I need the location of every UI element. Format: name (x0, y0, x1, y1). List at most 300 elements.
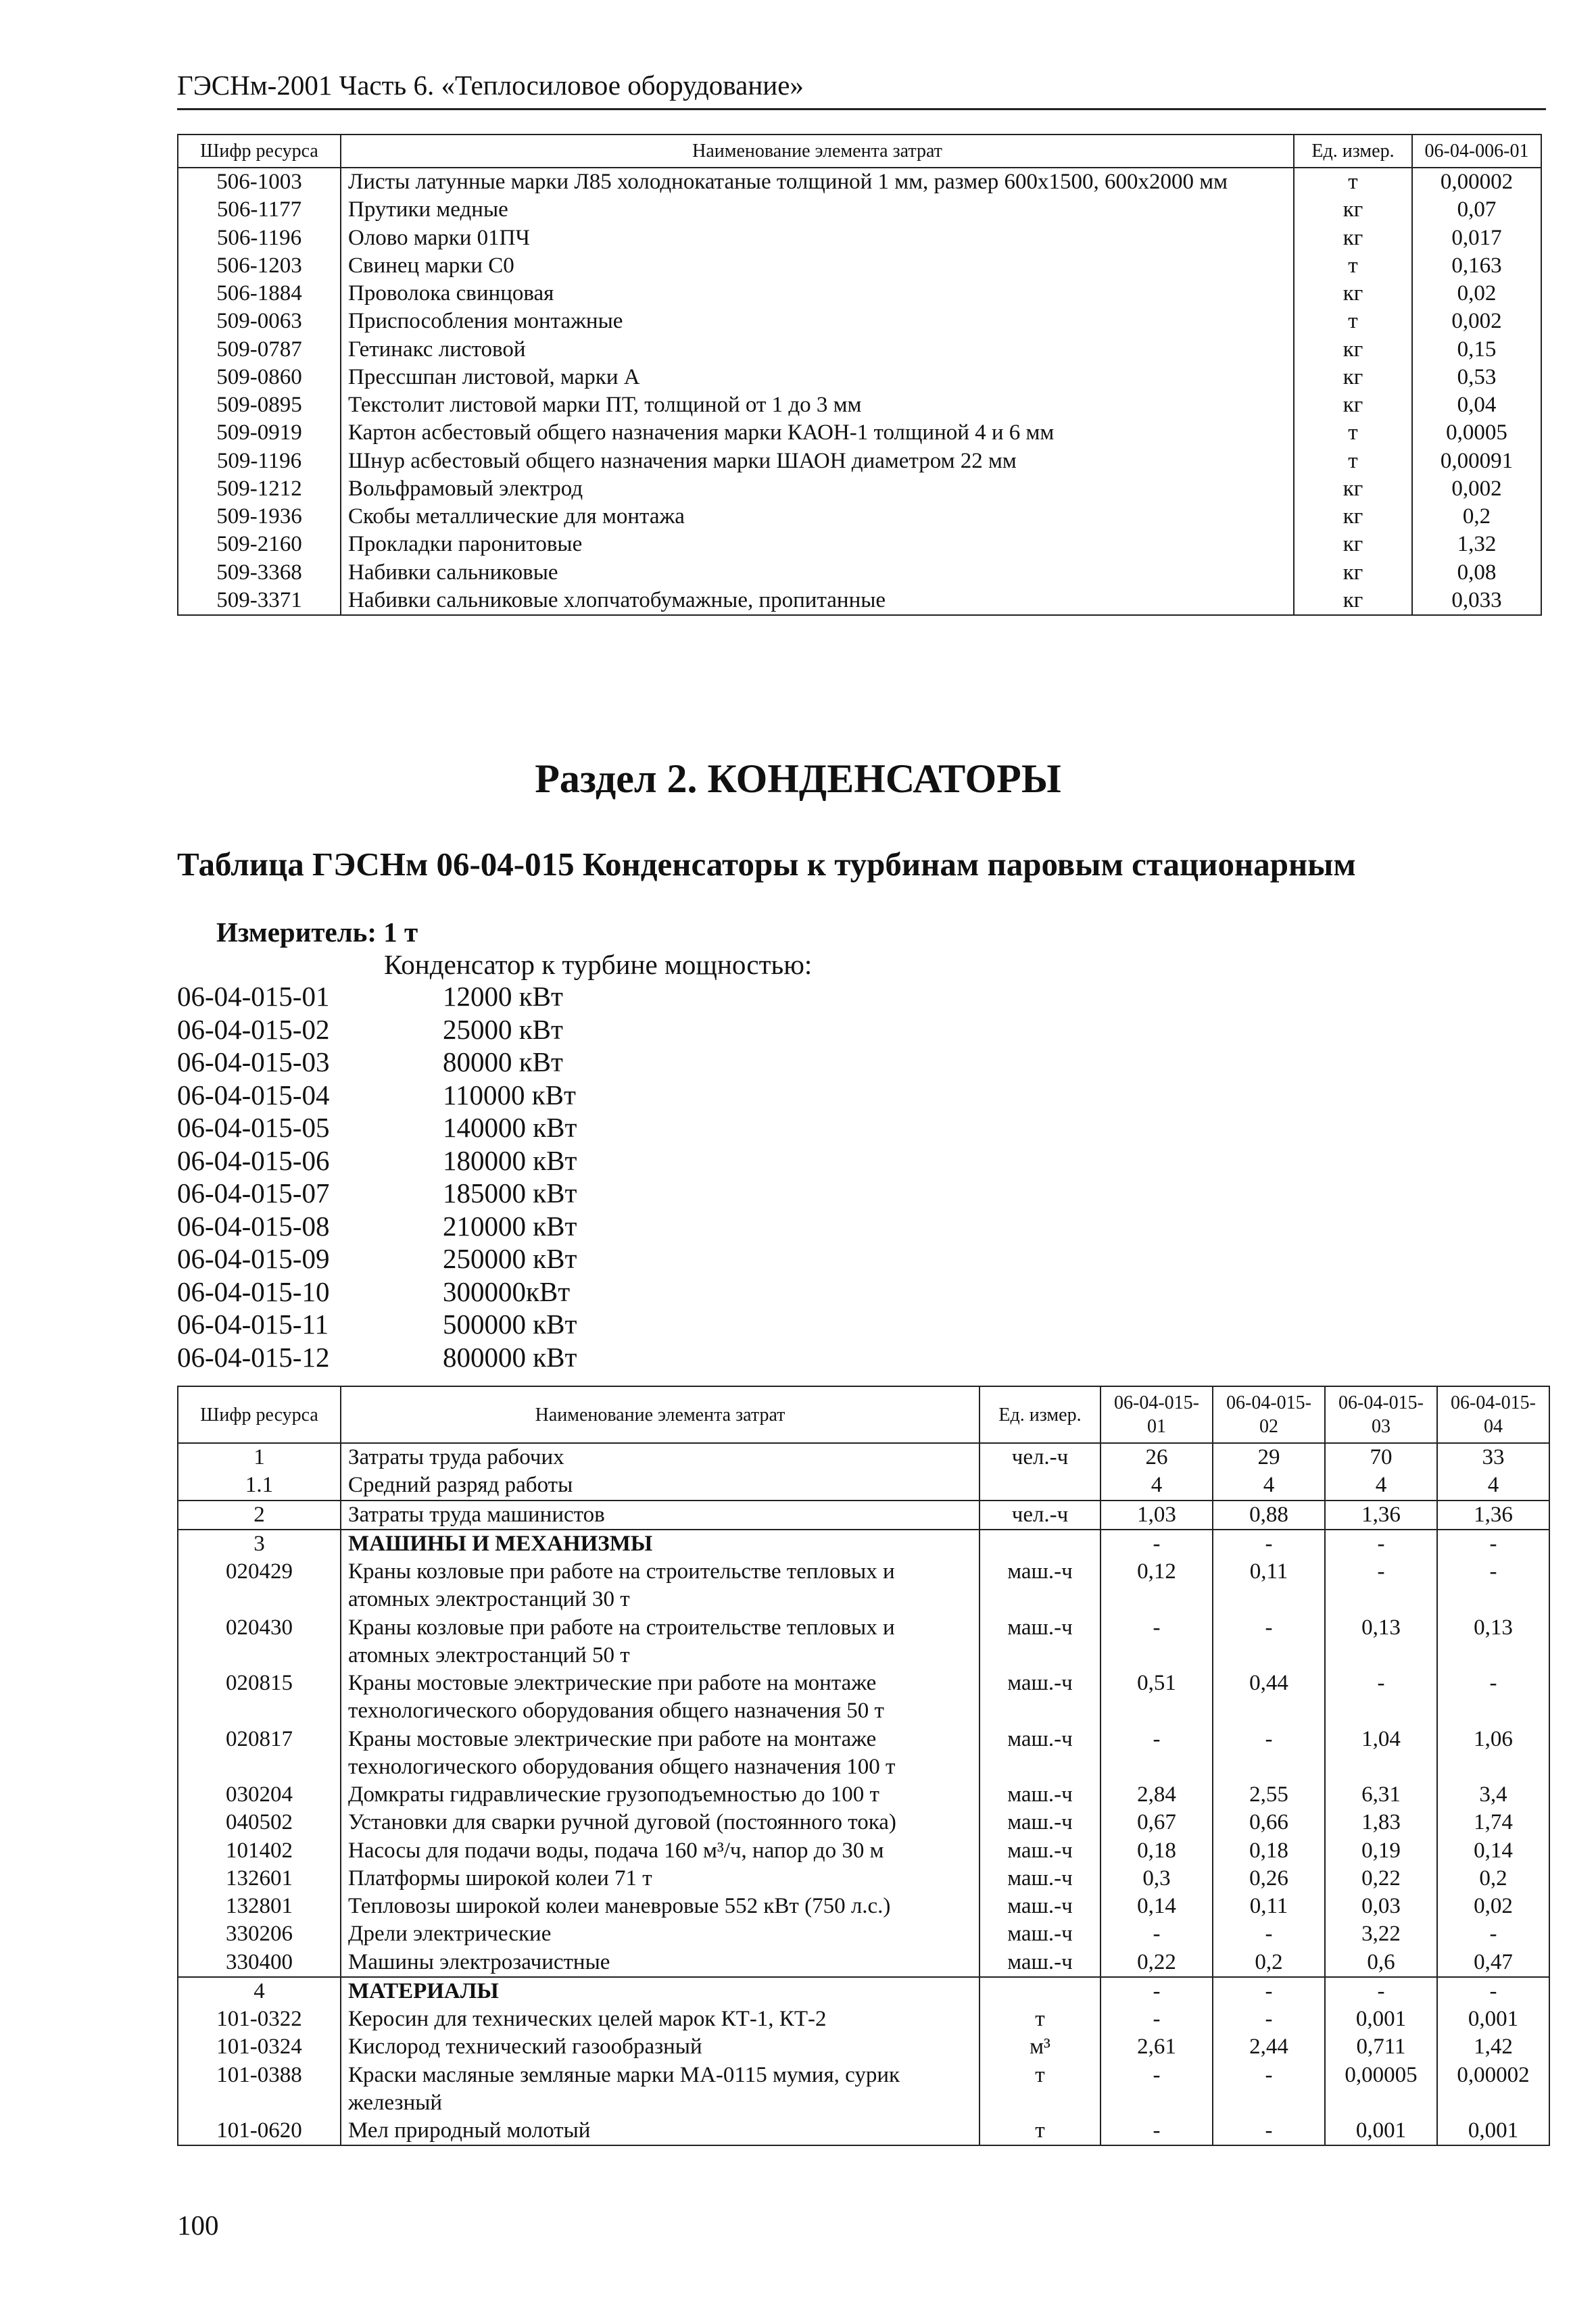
norm-code-item (177, 980, 577, 1013)
norm-value-1: 0,3 (1101, 1865, 1213, 1893)
norm-code: 06-04-015-05 (177, 1112, 330, 1143)
norm-value-2: 0,88 (1213, 1501, 1325, 1530)
norm-value-1: - (1101, 2005, 1213, 2033)
table-row (178, 2117, 1549, 2145)
norm-code-item (177, 1177, 577, 1210)
resource-value: 0,00002 (1412, 168, 1541, 196)
norm-capacity: 250000 кВт (443, 1243, 577, 1274)
norm-capacity: 110000 кВт (443, 1079, 576, 1111)
table-row (178, 1809, 1549, 1836)
table-row (178, 1781, 1549, 1809)
table2-body (178, 1443, 1549, 2145)
table-row (178, 1443, 1549, 1471)
norm-value-2: - (1213, 2062, 1325, 2118)
resource-code: 506-1196 (178, 224, 341, 252)
resource-code: 506-1884 (178, 280, 341, 308)
resource-code: 132601 (178, 1865, 341, 1893)
codes-caption: Конденсатор к турбине мощностью: (384, 949, 813, 980)
table-row (178, 1614, 1549, 1670)
norm-value-3: 0,13 (1325, 1614, 1437, 1670)
resource-value: 1,32 (1412, 531, 1541, 558)
resource-code: 101-0620 (178, 2117, 341, 2145)
col-header-name: Наименование элемента затрат (341, 135, 1294, 168)
norm-value-4: - (1437, 1920, 1549, 1948)
header-rule (177, 108, 1546, 110)
norm-value-3: 0,03 (1325, 1893, 1437, 1920)
norm-value-1: - (1101, 1530, 1213, 1558)
resource-value: 0,08 (1412, 559, 1541, 587)
resource-unit: маш.-ч (980, 1837, 1101, 1865)
resource-name: Краски масляные земляные марки МА-0115 мумия, сурик железный (341, 2062, 980, 2118)
resource-name: Керосин для технических целей марок КТ-1, КТ-2 (341, 2005, 980, 2033)
resource-unit (980, 1471, 1101, 1500)
norm-value-3: 0,001 (1325, 2005, 1437, 2033)
norm-value-2: 0,11 (1213, 1558, 1325, 1614)
norm-value-1: 1,03 (1101, 1501, 1213, 1530)
table-row (178, 364, 1541, 391)
norm-value-4: 1,06 (1437, 1726, 1549, 1782)
norm-value-1: - (1101, 1977, 1213, 2005)
resource-name: Затраты труда рабочих (341, 1443, 980, 1471)
table-row (178, 168, 1541, 196)
norm-capacity: 800000 кВт (443, 1341, 577, 1373)
norm-value-2: 29 (1213, 1443, 1325, 1471)
resource-name: Приспособления монтажные (341, 308, 1294, 335)
norm-capacity: 500000 кВт (443, 1309, 577, 1340)
table-row (178, 1726, 1549, 1782)
norm-value-3: - (1325, 1670, 1437, 1726)
resource-table-06-04-015 (177, 1386, 1550, 2146)
norm-value-1: - (1101, 1726, 1213, 1782)
norm-value-3: 0,6 (1325, 1949, 1437, 1977)
resource-name: Затраты труда машинистов (341, 1501, 980, 1530)
resource-code: 040502 (178, 1809, 341, 1836)
table-row (178, 419, 1541, 447)
resource-code: 101-0388 (178, 2062, 341, 2118)
norm-value-2: 0,26 (1213, 1865, 1325, 1893)
norm-value-1: - (1101, 2062, 1213, 2118)
norm-code: 06-04-015-12 (177, 1341, 330, 1373)
resource-unit: кг (1294, 364, 1412, 391)
norm-code-list (177, 980, 577, 1373)
norm-value-2: 0,18 (1213, 1837, 1325, 1865)
norm-value-1: 4 (1101, 1471, 1213, 1500)
resource-name: Домкраты гидравлические грузоподъемностью до 100 т (341, 1781, 980, 1809)
resource-unit: м³ (980, 2033, 1101, 2061)
norm-code: 06-04-015-04 (177, 1079, 330, 1111)
norm-value-4: - (1437, 1977, 1549, 2005)
resource-code: 1 (178, 1443, 341, 1471)
resource-unit: т (980, 2005, 1101, 2033)
norm-code-item (177, 1242, 577, 1275)
resource-value: 0,07 (1412, 196, 1541, 224)
resource-code: 4 (178, 1977, 341, 2005)
norm-value-3: 0,22 (1325, 1865, 1437, 1893)
resource-unit: кг (1294, 503, 1412, 531)
norm-value-4: 1,74 (1437, 1809, 1549, 1836)
norm-code: 06-04-015-03 (177, 1046, 330, 1077)
table1-body (178, 168, 1541, 615)
resource-unit: маш.-ч (980, 1670, 1101, 1726)
norm-value-3: 3,22 (1325, 1920, 1437, 1948)
norm-value-4: 0,001 (1437, 2005, 1549, 2033)
norm-value-3: 0,19 (1325, 1837, 1437, 1865)
norm-capacity: 25000 кВт (443, 1013, 563, 1045)
table-row (178, 224, 1541, 252)
norm-value-2: - (1213, 1614, 1325, 1670)
norm-value-1: 0,67 (1101, 1809, 1213, 1836)
resource-unit: т (980, 2117, 1101, 2145)
resource-name: Прокладки паронитовые (341, 531, 1294, 558)
table-row (178, 503, 1541, 531)
resource-code: 509-3368 (178, 559, 341, 587)
table-row (178, 447, 1541, 475)
resource-name: Набивки сальниковые (341, 559, 1294, 587)
norm-value-2: 0,66 (1213, 1809, 1325, 1836)
table-row (178, 1837, 1549, 1865)
resource-value: 0,53 (1412, 364, 1541, 391)
resource-code: 330400 (178, 1949, 341, 1977)
resource-unit: маш.-ч (980, 1920, 1101, 1948)
table-row (178, 391, 1541, 419)
resource-code: 509-3371 (178, 587, 341, 615)
table-row (178, 2005, 1549, 2033)
table-header-row (178, 1386, 1549, 1443)
norm-capacity: 180000 кВт (443, 1144, 577, 1176)
norm-value-3: 1,83 (1325, 1809, 1437, 1836)
resource-unit: т (1294, 308, 1412, 335)
norm-capacity: 12000 кВт (443, 981, 563, 1012)
resource-name: Установки для сварки ручной дуговой (постоянного тока) (341, 1809, 980, 1836)
col-header-norm-03: 06-04-015-03 (1325, 1386, 1437, 1443)
table-row (178, 196, 1541, 224)
norm-value-1: - (1101, 1920, 1213, 1948)
resource-unit: маш.-ч (980, 1949, 1101, 1977)
norm-value-4: 0,2 (1437, 1865, 1549, 1893)
table-row (178, 252, 1541, 280)
norm-code: 06-04-015-02 (177, 1013, 330, 1045)
norm-capacity: 210000 кВт (443, 1210, 577, 1242)
resource-name: МАТЕРИАЛЫ (341, 1977, 980, 2005)
norm-code-item (177, 1013, 577, 1046)
table-row (178, 1977, 1549, 2005)
resource-unit: маш.-ч (980, 1809, 1101, 1836)
resource-name: Кислород технический газообразный (341, 2033, 980, 2061)
norm-value-4: 0,02 (1437, 1893, 1549, 1920)
resource-unit: кг (1294, 391, 1412, 419)
resource-unit: чел.-ч (980, 1443, 1101, 1471)
resource-name: Мел природный молотый (341, 2117, 980, 2145)
resource-name: МАШИНЫ И МЕХАНИЗМЫ (341, 1530, 980, 1558)
norm-value-2: - (1213, 2117, 1325, 2145)
resource-unit: маш.-ч (980, 1781, 1101, 1809)
resource-unit: кг (1294, 280, 1412, 308)
norm-value-4: 0,00002 (1437, 2062, 1549, 2118)
table-row (178, 2062, 1549, 2118)
resource-unit: маш.-ч (980, 1865, 1101, 1893)
measure-line (216, 916, 418, 948)
norm-capacity: 140000 кВт (443, 1112, 577, 1143)
resource-code: 509-1212 (178, 475, 341, 503)
resource-value: 0,0005 (1412, 419, 1541, 447)
resource-unit: кг (1294, 587, 1412, 615)
norm-code-item (177, 1079, 577, 1112)
resource-unit: кг (1294, 531, 1412, 558)
norm-value-2: - (1213, 1920, 1325, 1948)
resource-name: Насосы для подачи воды, подача 160 м³/ч, напор до 30 м (341, 1837, 980, 1865)
norm-value-3: - (1325, 1558, 1437, 1614)
resource-unit: маш.-ч (980, 1614, 1101, 1670)
running-title: ГЭСНм-2001 Часть 6. «Теплосиловое оборудование» (177, 70, 804, 101)
norm-capacity: 185000 кВт (443, 1177, 577, 1209)
table-row (178, 559, 1541, 587)
resource-value: 0,04 (1412, 391, 1541, 419)
measure-label: Измеритель: (216, 917, 377, 948)
norm-code: 06-04-015-01 (177, 981, 330, 1012)
table-row (178, 280, 1541, 308)
resource-value: 0,00091 (1412, 447, 1541, 475)
norm-code: 06-04-015-06 (177, 1144, 330, 1176)
page-number: 100 (177, 2210, 219, 2241)
norm-value-4: 0,14 (1437, 1837, 1549, 1865)
norm-code-item (177, 1144, 577, 1177)
norm-value-4: 1,42 (1437, 2033, 1549, 2061)
norm-value-2: - (1213, 2005, 1325, 2033)
resource-code: 101402 (178, 1837, 341, 1865)
norm-value-4: 1,36 (1437, 1501, 1549, 1530)
resource-name: Краны козловые при работе на строительстве тепловых и атомных электростанций 30 т (341, 1558, 980, 1614)
table-row (178, 587, 1541, 615)
resource-name: Текстолит листовой марки ПТ, толщиной от 1 до 3 мм (341, 391, 1294, 419)
resource-name: Прессшпан листовой, марки А (341, 364, 1294, 391)
col-header-code: Шифр ресурса (178, 135, 341, 168)
norm-value-2: 0,11 (1213, 1893, 1325, 1920)
resource-value: 0,163 (1412, 252, 1541, 280)
norm-value-1: 0,18 (1101, 1837, 1213, 1865)
norm-value-2: - (1213, 1530, 1325, 1558)
norm-value-2: 2,55 (1213, 1781, 1325, 1809)
resource-name: Прутики медные (341, 196, 1294, 224)
norm-value-2: 2,44 (1213, 2033, 1325, 2061)
resource-unit: маш.-ч (980, 1726, 1101, 1782)
resource-code: 509-0063 (178, 308, 341, 335)
norm-value-1: 0,14 (1101, 1893, 1213, 1920)
norm-value-1: 0,51 (1101, 1670, 1213, 1726)
resource-code: 1.1 (178, 1471, 341, 1500)
table-row (178, 1471, 1549, 1500)
resource-code: 509-0919 (178, 419, 341, 447)
resource-name: Олово марки 01ПЧ (341, 224, 1294, 252)
norm-value-3: 6,31 (1325, 1781, 1437, 1809)
norm-value-2: 4 (1213, 1471, 1325, 1500)
norm-value-1: 0,22 (1101, 1949, 1213, 1977)
resource-code: 506-1203 (178, 252, 341, 280)
resource-code: 030204 (178, 1781, 341, 1809)
resource-unit: т (1294, 447, 1412, 475)
col-header-unit: Ед. измер. (980, 1386, 1101, 1443)
resource-name: Дрели электрические (341, 1920, 980, 1948)
norm-value-1: 2,61 (1101, 2033, 1213, 2061)
norm-value-3: - (1325, 1530, 1437, 1558)
norm-value-3: 1,36 (1325, 1501, 1437, 1530)
resource-name: Листы латунные марки Л85 холоднокатаные толщиной 1 мм, размер 600х1500, 600х2000 мм (341, 168, 1294, 196)
resource-unit: кг (1294, 224, 1412, 252)
norm-value-2: 0,2 (1213, 1949, 1325, 1977)
norm-value-2: - (1213, 1726, 1325, 1782)
resource-code: 509-2160 (178, 531, 341, 558)
resource-code: 330206 (178, 1920, 341, 1948)
col-header-unit: Ед. измер. (1294, 135, 1412, 168)
col-header-norm-01: 06-04-015-01 (1101, 1386, 1213, 1443)
col-header-code: Шифр ресурса (178, 1386, 341, 1443)
table-row (178, 1670, 1549, 1726)
measure-value: 1 т (383, 917, 418, 948)
resource-name: Средний разряд работы (341, 1471, 980, 1500)
resource-name: Тепловозы широкой колеи маневровые 552 кВт (750 л.с.) (341, 1893, 980, 1920)
resource-unit: т (980, 2062, 1101, 2118)
resource-code: 132801 (178, 1893, 341, 1920)
norm-code-item (177, 1210, 577, 1243)
resource-value: 0,15 (1412, 336, 1541, 364)
resource-code: 509-0895 (178, 391, 341, 419)
resource-unit: кг (1294, 475, 1412, 503)
resource-code: 020817 (178, 1726, 341, 1782)
resource-unit: т (1294, 252, 1412, 280)
norm-value-4: 0,001 (1437, 2117, 1549, 2145)
norm-code: 06-04-015-07 (177, 1177, 330, 1209)
resource-name: Вольфрамовый электрод (341, 475, 1294, 503)
resource-name: Краны мостовые электрические при работе на монтаже технологического оборудования общего назначения 50 т (341, 1670, 980, 1726)
norm-value-3: - (1325, 1977, 1437, 2005)
resource-code: 020430 (178, 1614, 341, 1670)
resource-unit: маш.-ч (980, 1893, 1101, 1920)
resource-code: 509-1196 (178, 447, 341, 475)
resource-unit: кг (1294, 336, 1412, 364)
resource-value: 0,002 (1412, 475, 1541, 503)
col-header-norm-04: 06-04-015-04 (1437, 1386, 1549, 1443)
resource-code: 020429 (178, 1558, 341, 1614)
resource-code: 101-0322 (178, 2005, 341, 2033)
table-row (178, 2033, 1549, 2061)
resource-name: Набивки сальниковые хлопчатобумажные, пропитанные (341, 587, 1294, 615)
norm-value-2: - (1213, 1977, 1325, 2005)
resource-name: Свинец марки С0 (341, 252, 1294, 280)
resource-name: Шнур асбестовый общего назначения марки ШАОН диаметром 22 мм (341, 447, 1294, 475)
resource-value: 0,2 (1412, 503, 1541, 531)
norm-code: 06-04-015-11 (177, 1309, 329, 1340)
resource-unit: маш.-ч (980, 1558, 1101, 1614)
norm-value-1: 26 (1101, 1443, 1213, 1471)
resource-unit (980, 1977, 1101, 2005)
norm-code: 06-04-015-08 (177, 1210, 330, 1242)
resource-name: Платформы широкой колеи 71 т (341, 1865, 980, 1893)
resource-name: Картон асбестовый общего назначения марки КАОН-1 толщиной 4 и 6 мм (341, 419, 1294, 447)
resource-value: 0,017 (1412, 224, 1541, 252)
norm-value-4: 33 (1437, 1443, 1549, 1471)
table-row (178, 308, 1541, 335)
resource-code: 3 (178, 1530, 341, 1558)
table-row (178, 1558, 1549, 1614)
norm-value-3: 0,711 (1325, 2033, 1437, 2061)
norm-capacity: 300000кВт (443, 1275, 571, 1307)
resource-code: 506-1003 (178, 168, 341, 196)
table-row (178, 1530, 1549, 1558)
resource-unit: кг (1294, 196, 1412, 224)
resource-code: 101-0324 (178, 2033, 341, 2061)
norm-value-1: - (1101, 2117, 1213, 2145)
norm-code-item (177, 1046, 577, 1079)
table-row (178, 1949, 1549, 1977)
resource-name: Краны козловые при работе на строительстве тепловых и атомных электростанций 50 т (341, 1614, 980, 1670)
resource-unit (980, 1530, 1101, 1558)
norm-value-1: - (1101, 1614, 1213, 1670)
section-title: Раздел 2. КОНДЕНСАТОРЫ (535, 756, 1061, 801)
resource-value: 0,033 (1412, 587, 1541, 615)
norm-value-4: - (1437, 1670, 1549, 1726)
norm-value-3: 0,00005 (1325, 2062, 1437, 2118)
resource-unit: т (1294, 168, 1412, 196)
table-row (178, 1865, 1549, 1893)
norm-code-item (177, 1111, 577, 1144)
col-header-name: Наименование элемента затрат (341, 1386, 980, 1443)
norm-value-3: 70 (1325, 1443, 1437, 1471)
norm-value-4: - (1437, 1530, 1549, 1558)
table-row (178, 336, 1541, 364)
col-header-norm: 06-04-006-01 (1412, 135, 1541, 168)
col-header-norm-02: 06-04-015-02 (1213, 1386, 1325, 1443)
norm-value-4: 4 (1437, 1471, 1549, 1500)
table-row (178, 531, 1541, 558)
resource-value: 0,02 (1412, 280, 1541, 308)
resource-unit: чел.-ч (980, 1501, 1101, 1530)
norm-value-4: - (1437, 1558, 1549, 1614)
resource-value: 0,002 (1412, 308, 1541, 335)
norm-value-3: 1,04 (1325, 1726, 1437, 1782)
norm-value-2: 0,44 (1213, 1670, 1325, 1726)
norm-code-item (177, 1341, 577, 1374)
resource-unit: т (1294, 419, 1412, 447)
resource-name: Скобы металлические для монтажа (341, 503, 1294, 531)
norm-capacity: 80000 кВт (443, 1046, 563, 1077)
resource-code: 2 (178, 1501, 341, 1530)
resource-code: 509-1936 (178, 503, 341, 531)
norm-code: 06-04-015-10 (177, 1275, 330, 1307)
norm-value-1: 2,84 (1101, 1781, 1213, 1809)
resource-code: 509-0787 (178, 336, 341, 364)
resource-name: Проволока свинцовая (341, 280, 1294, 308)
norm-value-3: 0,001 (1325, 2117, 1437, 2145)
resource-unit: кг (1294, 559, 1412, 587)
table-title: Таблица ГЭСНм 06-04-015 Конденсаторы к турбинам паровым стационарным (177, 846, 1356, 883)
resource-code: 509-0860 (178, 364, 341, 391)
table-row (178, 475, 1541, 503)
table-header-row (178, 135, 1541, 168)
norm-code: 06-04-015-09 (177, 1243, 330, 1274)
resource-name: Машины электрозачистные (341, 1949, 980, 1977)
resource-name: Гетинакс листовой (341, 336, 1294, 364)
norm-code-item (177, 1308, 577, 1341)
resource-table-06-04-006 (177, 134, 1542, 616)
resource-name: Краны мостовые электрические при работе на монтаже технологического оборудования общего назначения 100 т (341, 1726, 980, 1782)
resource-code: 506-1177 (178, 196, 341, 224)
norm-value-4: 3,4 (1437, 1781, 1549, 1809)
norm-code-item (177, 1275, 577, 1309)
table-row (178, 1920, 1549, 1948)
table-row (178, 1501, 1549, 1530)
table-row (178, 1893, 1549, 1920)
norm-value-1: 0,12 (1101, 1558, 1213, 1614)
norm-value-3: 4 (1325, 1471, 1437, 1500)
